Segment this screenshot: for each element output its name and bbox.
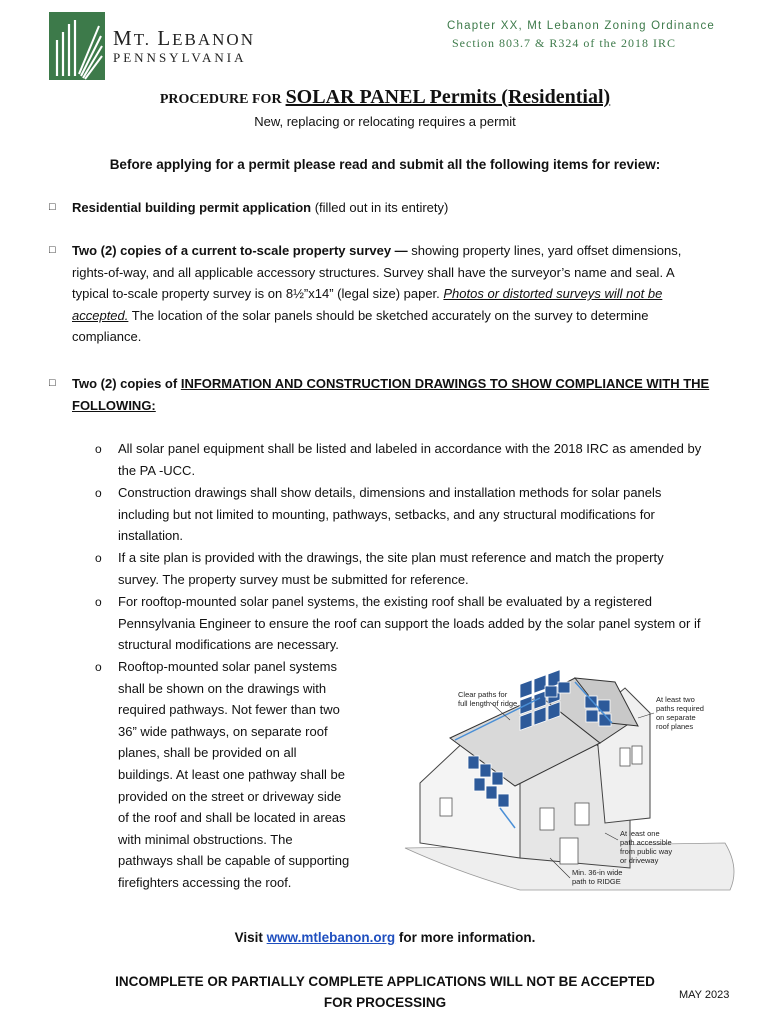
warning-line1: INCOMPLETE OR PARTIALLY COMPLETE APPLICATIONS WILL NOT BE ACCEPTED <box>115 974 655 989</box>
bullet-icon: o <box>95 486 102 500</box>
item2-bold: Two (2) copies of a current to-scale property survey — <box>72 243 408 258</box>
solar-panel <box>534 675 546 693</box>
subitem-roof-evaluation <box>118 591 700 656</box>
label-min-width: Min. 36-in wide path to RIDGE <box>572 868 623 886</box>
item1-bold: Residential building permit application <box>72 200 312 215</box>
item2-line: The location of the solar panels should be sketched accurately on the survey to determine <box>128 307 649 323</box>
bullet-icon: o <box>95 551 102 565</box>
item2-line: rights-of-way, and all applicable accessory structures. Survey shall have the surveyor’s name and seal. A <box>72 264 675 280</box>
solar-house-diagram <box>400 668 745 898</box>
solar-panel <box>492 772 503 785</box>
subitem-listed-equipment <box>118 438 701 481</box>
item2-text: showing property lines, yard offset dimensions, <box>407 243 682 258</box>
window <box>632 746 642 764</box>
logo-name-line2: PENNSYLVANIA <box>113 50 247 65</box>
item2-line: typical to-scale property survey is on 8½”x14” (legal size) paper. <box>72 286 444 302</box>
label-one-path: At least one path accessible from public way or driveway <box>620 829 673 865</box>
subitem-line: planes, shall be provided on all <box>118 745 297 761</box>
label-clear-paths: Clear paths for full length of ridge <box>458 690 518 708</box>
subitem-line: survey. The property survey must be submitted for reference. <box>118 571 469 587</box>
subitem-line: of the roof and shall be located in areas <box>118 810 346 826</box>
subitem-line: structural modifications are necessary. <box>118 637 339 653</box>
window <box>620 748 630 766</box>
subitem-line: shall be shown on the drawings with <box>118 680 327 696</box>
item2-emphasis: accepted. <box>72 307 129 323</box>
solar-panel <box>498 794 509 807</box>
window <box>440 798 452 816</box>
solar-panel <box>520 680 532 698</box>
subitem-line: installation. <box>118 528 184 544</box>
subitem-line: For rooftop-mounted solar panel systems, the existing roof shall be evaluated by a registered <box>118 594 653 609</box>
solar-panel <box>585 696 597 708</box>
item3-underline: FOLLOWING: <box>72 397 156 413</box>
mt-lebanon-logo <box>49 12 261 82</box>
subitem-line: Construction drawings shall show details, dimensions and installation methods for solar panels <box>118 485 662 500</box>
logo-emblem-graphic <box>49 12 105 80</box>
revision-date: MAY 2023 <box>679 989 730 1001</box>
subitem-line: Pennsylvania Engineer to ensure the roof can support the loads added by the solar panel system or if <box>118 615 701 631</box>
logo-emblem <box>49 12 105 80</box>
page-title <box>0 86 770 109</box>
solar-panel <box>558 682 570 693</box>
intro-text: Before applying for a permit please read and submit all the following items for review: <box>109 157 661 172</box>
warning-line2: FOR PROCESSING <box>323 995 447 1010</box>
item-permit-application <box>72 197 448 219</box>
solar-panel <box>486 786 497 799</box>
title-prefix: PROCEDURE FOR <box>159 92 282 107</box>
subitem-line: provided on the street or driveway side <box>118 788 342 804</box>
subitem-line: firefighters accessing the roof. <box>118 874 292 890</box>
item2-emphasis: Photos or distorted surveys will not be <box>443 286 663 302</box>
subitem-line: All solar panel equipment shall be listed and labeled in accordance with the 2018 IRC as amended by <box>118 441 702 456</box>
item-construction-drawings <box>72 373 709 416</box>
subitem-line: with minimal obstructions. The <box>118 831 293 847</box>
solar-panel <box>545 686 557 697</box>
solar-panel <box>480 764 491 777</box>
checkbox-icon: □ <box>49 244 56 256</box>
item2-line: compliance. <box>72 329 142 345</box>
subitem-line: pathways shall be capable of supporting <box>118 853 350 869</box>
subitem-line: If a site plan is provided with the drawings, the site plan must reference and match the property <box>118 550 664 565</box>
title-main: SOLAR PANEL Permits (Residential) <box>285 86 611 108</box>
checkbox-icon: □ <box>49 201 56 213</box>
incomplete-warning <box>0 971 770 1013</box>
solar-panel <box>586 710 598 722</box>
subitem-line: including but not limited to mounting, pathways, setbacks, and any structural modifications for <box>118 506 655 522</box>
visit-website <box>0 930 770 945</box>
bullet-icon: o <box>95 442 102 456</box>
subitem-construction-details <box>118 482 661 547</box>
solar-panel <box>474 778 485 791</box>
subitem-line: required pathways. Not fewer than two <box>118 702 340 718</box>
bullet-icon: o <box>95 595 102 609</box>
page-subtitle: New, replacing or relocating requires a permit <box>254 114 516 129</box>
door <box>560 838 578 864</box>
checkbox-icon: □ <box>49 377 56 389</box>
subitem-line: 36” wide pathways, on separate roof <box>118 723 328 739</box>
window <box>575 803 589 825</box>
item3-bold: Two (2) copies of <box>72 376 181 391</box>
subitem-line: Rooftop-mounted solar panel systems <box>118 659 337 674</box>
logo-name-line1: MT. LEBANON <box>113 26 255 50</box>
visit-suffix: for more information. <box>395 930 536 945</box>
subitem-pathways <box>118 656 349 894</box>
item-property-survey <box>72 240 752 348</box>
website-link[interactable]: www.mtlebanon.org <box>266 930 396 945</box>
subitem-site-plan <box>118 547 664 590</box>
subitem-line: buildings. At least one pathway shall be <box>118 766 345 782</box>
window <box>540 808 554 830</box>
label-two-paths: At least two paths required on separate roof planes <box>656 695 704 731</box>
subitem-line: the PA -UCC. <box>118 462 196 478</box>
solar-panel <box>468 756 479 769</box>
header-chapter: Chapter XX, Mt Lebanon Zoning Ordinance <box>447 20 715 32</box>
item1-rest: (filled out in its entirety) <box>311 200 449 215</box>
item3-underline: INFORMATION AND CONSTRUCTION DRAWINGS TO SHOW COMPLIANCE WITH THE <box>180 376 710 391</box>
visit-prefix: Visit <box>234 930 267 945</box>
header-section: Section 803.7 & R324 of the 2018 IRC <box>452 36 676 50</box>
bullet-icon: o <box>95 660 102 674</box>
